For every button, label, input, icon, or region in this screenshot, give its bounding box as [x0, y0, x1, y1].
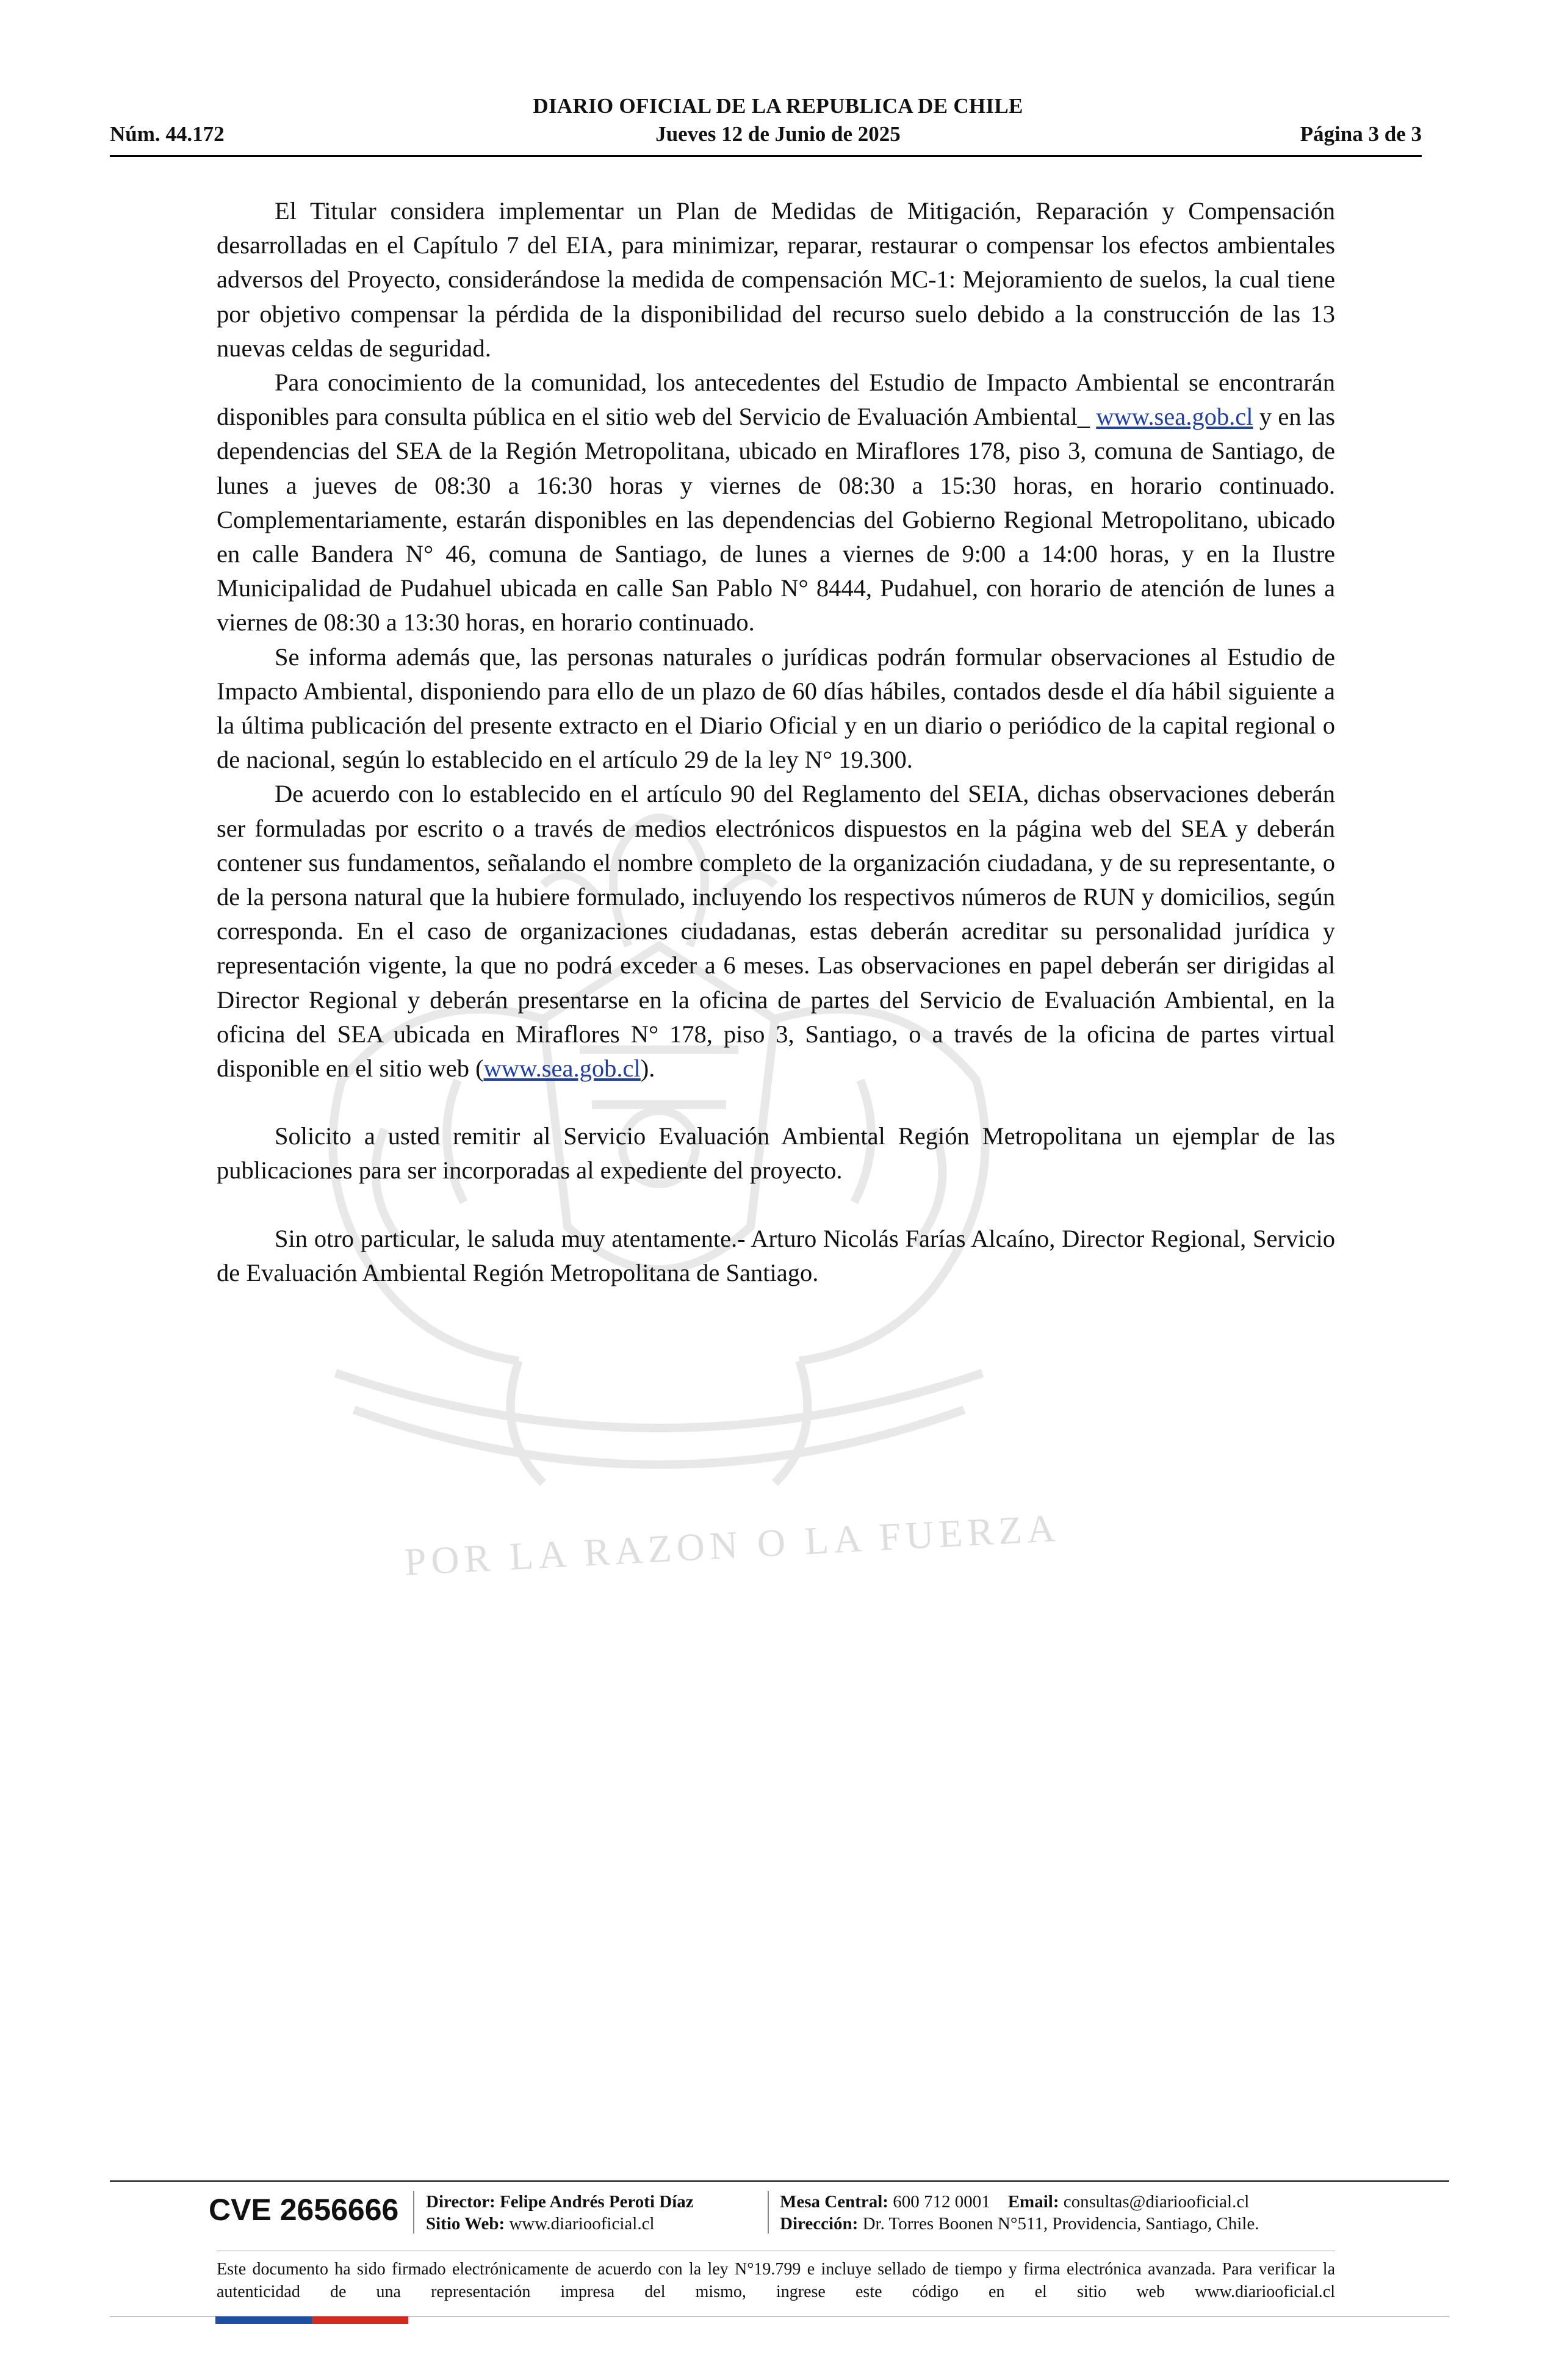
footer-address: [780, 2213, 1259, 2235]
paragraph-observations-requirements: [217, 777, 1335, 1086]
footer-separator: [768, 2191, 769, 2234]
document-body: [217, 194, 1335, 1290]
publication-title: DIARIO OFICIAL DE LA REPUBLICA DE CHILE: [533, 94, 1023, 118]
cve-code: CVE 2656666: [209, 2193, 399, 2227]
footer-legal-notice: Este documento ha sido firmado electrónicamente de acuerdo con la ley N°19.799 e incluye sellado de tiempo y firma electrónica avanzada. Para verificar la autenticidad de una representación impresa del mismo, ingrese este código en el sitio web www.diariooficial.cl: [217, 2260, 1335, 2301]
flag-stripe-blue: [215, 2317, 312, 2324]
watermark-motto: POR LA RAZON O LA FUERZA: [403, 1506, 1061, 1584]
sea-website-link[interactable]: www.sea.gob.cl: [483, 1055, 641, 1083]
issue-number: Núm. 44.172: [110, 122, 225, 146]
paragraph-text: Para conocimiento de la comunidad, los antecedentes del Estudio de Impacto Ambiental se encontrarán disponibles para consulta pública en el sitio web del Servicio de Evaluación Ambiental_: [217, 369, 1335, 431]
email-value[interactable]: consultas@diariooficial.cl: [1063, 2192, 1250, 2212]
paragraph-public-consultation: [217, 366, 1335, 640]
footer-separator: [413, 2191, 414, 2234]
footer-director: [426, 2191, 694, 2213]
paragraph-mitigation-plan: El Titular considera implementar un Plan de Medidas de Mitigación, Reparación y Compensación desarrolladas en el Capítulo 7 del EIA, para minimizar, reparar, restaurar o compensar los efectos ambientales adversos del Proyecto, considerándose la medida de compensación MC-1: Mejoramiento de suelos, la cual tiene por objetivo compensar la pérdida de la disponibilidad del recurso suelo debido a la construcción de las 13 nuevas celdas de seguridad.: [217, 197, 1335, 362]
footer-contact: [780, 2191, 1249, 2213]
flag-stripe-red: [312, 2317, 408, 2324]
address-value: Dr. Torres Boonen N°511, Providencia, Santiago, Chile.: [862, 2214, 1259, 2234]
header-divider: [110, 155, 1422, 157]
page-number: Página 3 de 3: [1300, 122, 1422, 146]
director-name: Felipe Andrés Peroti Díaz: [500, 2192, 694, 2212]
paragraph-signature: Sin otro particular, le saluda muy atentamente.- Arturo Nicolás Farías Alcaíno, Director Regional, Servicio de Evaluación Ambiental Región Metropolitana de Santiago.: [217, 1224, 1335, 1286]
footer-divider-top: [110, 2180, 1449, 2182]
director-label: Director:: [426, 2192, 495, 2212]
paragraph-observations-deadline: Se informa además que, las personas naturales o jurídicas podrán formular observaciones al Estudio de Impacto Ambiental, disponiendo para ello de un plazo de 60 días hábiles, contados desde el día hábil siguiente a la última publicación del presente extracto en el Diario Oficial y en un diario o periódico de la capital regional o de nacional, según lo establecido en el artículo 29 de la ley N° 19.300.: [217, 643, 1335, 774]
mesa-label: Mesa Central:: [780, 2192, 888, 2212]
website-label: Sitio Web:: [426, 2214, 505, 2234]
issue-date: Jueves 12 de Junio de 2025: [655, 122, 901, 146]
sea-website-link[interactable]: www.sea.gob.cl: [1096, 403, 1253, 431]
footer-website: [426, 2213, 655, 2235]
email-label: Email:: [1007, 2192, 1059, 2212]
address-label: Dirección:: [780, 2214, 859, 2234]
paragraph-text: y en las dependencias del SEA de la Región Metropolitana, ubicado en Miraflores 178, piso 3, comuna de Santiago, de lunes a jueves de 08:30 a 16:30 horas y viernes de 08:30 a 15:30 horas, en horario continuado. Complementariamente, estarán disponibles en las dependencias del Gobierno Regional Metropolitano, ubicado en calle Bandera N° 46, comuna de Santiago, de lunes a viernes de 9:00 a 14:00 horas, y en la Ilustre Municipalidad de Pudahuel ubicada en calle San Pablo N° 8444, Pudahuel, con horario de atención de lunes a viernes de 08:30 a 13:30 horas, en horario continuado.: [217, 403, 1335, 636]
paragraph-request: Solicito a usted remitir al Servicio Evaluación Ambiental Región Metropolitana un ejemplar de las publicaciones para ser incorporadas al expediente del proyecto.: [217, 1122, 1335, 1185]
mesa-value: 600 712 0001: [893, 2192, 990, 2212]
website-value[interactable]: www.diariooficial.cl: [509, 2214, 655, 2234]
paragraph-text: De acuerdo con lo establecido en el artículo 90 del Reglamento del SEIA, dichas observaciones deberán ser formuladas por escrito o a través de medios electrónicos dispuestos en la página web del SEA y deberán contener sus fundamentos, señalando el nombre completo de la organización ciudadana, y de su representante, o de la persona natural que la hubiere formulado, incluyendo los respectivos números de RUN y domicilios, según corresponda. En el caso de organizaciones ciudadanas, estas deberán acreditar su personalidad jurídica y representación vigente, la que no podrá exceder a 6 meses. Las observaciones en papel deberán ser dirigidas al Director Regional y deberán presentarse en la oficina de partes del Servicio de Evaluación Ambiental, en la oficina del SEA ubicada en Miraflores N° 178, piso 3, Santiago, o a través de la oficina de partes virtual disponible en el sitio web (: [217, 780, 1335, 1083]
paragraph-text: ).: [640, 1055, 655, 1083]
